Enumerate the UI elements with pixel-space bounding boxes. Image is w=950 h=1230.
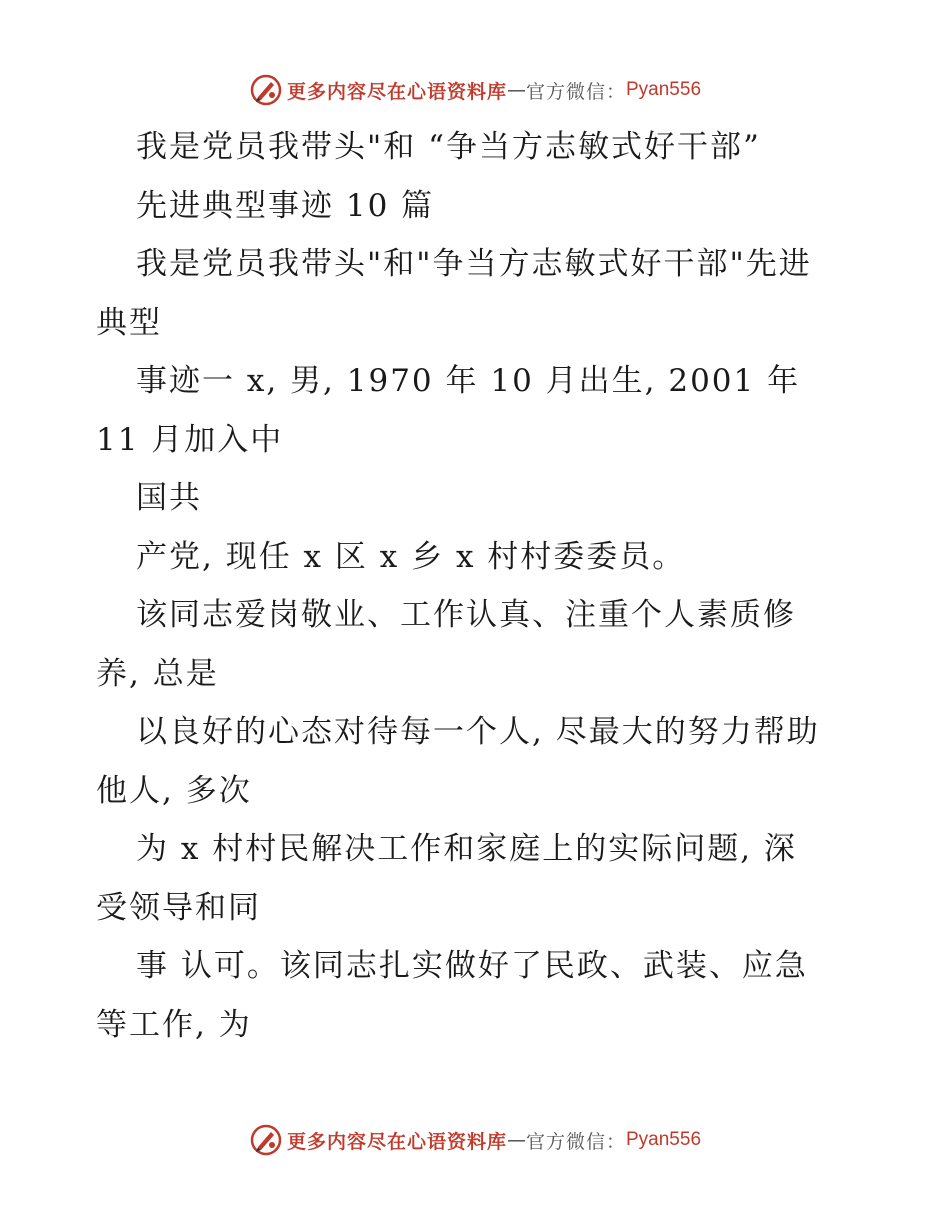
text-line: 等工作, 为 bbox=[96, 1006, 252, 1043]
text-line: 我是党员我带头"和"争当方志敏式好干部"先进 bbox=[136, 246, 812, 282]
header-watermark-banner bbox=[0, 70, 950, 110]
text-line: 以良好的心态对待每一个人, 尽最大的努力帮助 bbox=[136, 714, 820, 750]
text-line: 事迹一 x, 男, 1970 年 10 月出生, 2001 年 bbox=[136, 363, 801, 399]
text-line: 我是党员我带头"和 “争当方志敏式好干部” bbox=[136, 129, 761, 165]
text-line: 他人, 多次 bbox=[96, 772, 252, 809]
text-line: 国共 bbox=[136, 480, 202, 516]
text-line: 产党, 现任 x 区 x 乡 x 村村委委员。 bbox=[136, 538, 686, 575]
banner-brand-text: 更多内容尽在心语资料库 bbox=[286, 1130, 507, 1153]
text-line: 典型 bbox=[96, 304, 162, 341]
banner-wechat-label: 官方微信： bbox=[525, 1130, 626, 1153]
text-line: 养, 总是 bbox=[96, 655, 219, 692]
text-line: 该同志爱岗敬业、工作认真、注重个人素质修 bbox=[136, 597, 796, 633]
text-line: 事 认可。该同志扎实做好了民政、武装、应急 bbox=[136, 948, 808, 984]
text-line: 受领导和同 bbox=[96, 889, 261, 926]
text-line: 11 月加入中 bbox=[96, 421, 284, 458]
banner-dash: — bbox=[506, 1129, 526, 1151]
banner-wechat-id: Pyan556 bbox=[626, 79, 702, 100]
text-line: 为 x 村村民解决工作和家庭上的实际问题, 深 bbox=[136, 831, 797, 867]
banner-dash: — bbox=[506, 79, 526, 101]
document-body bbox=[96, 118, 856, 1054]
pen-logo-icon bbox=[249, 1123, 283, 1157]
footer-watermark-banner bbox=[0, 1120, 950, 1160]
pen-logo-icon bbox=[249, 73, 283, 107]
banner-brand-text: 更多内容尽在心语资料库 bbox=[286, 80, 507, 103]
banner-wechat-id: Pyan556 bbox=[626, 1129, 702, 1150]
text-line: 先进典型事迹 10 篇 bbox=[136, 187, 435, 224]
banner-wechat-label: 官方微信： bbox=[525, 80, 626, 103]
